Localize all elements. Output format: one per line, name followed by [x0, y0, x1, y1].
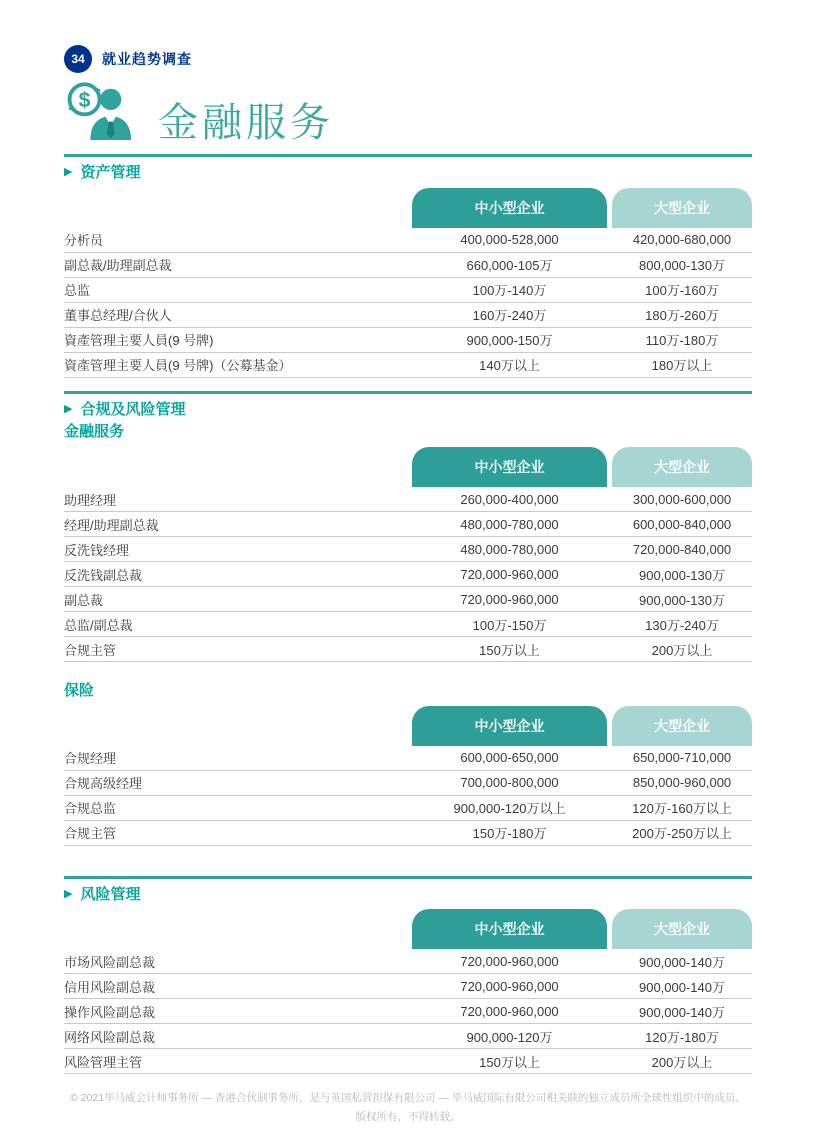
row-large-value: 180万以上 [651, 358, 713, 373]
right-triangle-icon: ▶ [64, 887, 73, 900]
row-sme-value: 150万-180万 [472, 826, 547, 841]
row-sme-value: 160万-240万 [472, 308, 547, 323]
row-sme-value: 720,000-960,000 [460, 953, 559, 969]
table-row [64, 228, 752, 253]
row-sme-value: 150万以上 [479, 642, 540, 658]
row-label: 信用风险副总裁 [64, 979, 156, 995]
table-row [64, 512, 752, 537]
salary-section [64, 163, 752, 378]
row-label: 风险管理主管 [64, 1054, 143, 1070]
row-large-value: 200万-250万以上 [632, 826, 732, 841]
row-large-value: 600,000-840,000 [632, 516, 732, 532]
row-large-value: 900,000-140万 [638, 954, 725, 970]
table-row [64, 562, 752, 587]
table-row [64, 587, 752, 612]
row-sme-value: 720,000-960,000 [460, 1003, 559, 1019]
column-header-sme: 中小型企业 [412, 188, 607, 228]
page-number-badge: 34 [64, 45, 92, 73]
table-row [64, 1024, 752, 1049]
row-sme-value: 720,000-960,000 [460, 978, 559, 994]
row-large-value: 800,000-130万 [638, 258, 725, 273]
table-row [64, 1049, 752, 1074]
table-row [64, 821, 752, 846]
table-row [64, 303, 752, 328]
row-sme-value: 700,000-800,000 [460, 775, 559, 790]
row-label: 总监/副总裁 [64, 617, 133, 633]
row-large-value: 100万-160万 [645, 283, 719, 298]
row-label: 資產管理主要人員(9 号牌) [64, 333, 214, 348]
row-large-value: 900,000-130万 [638, 592, 725, 608]
right-triangle-icon: ▶ [64, 402, 73, 415]
dollar-coin-person-icon [64, 80, 138, 145]
row-label: 合规主管 [64, 826, 117, 841]
table-body [64, 949, 752, 1074]
title-block [64, 85, 752, 145]
table-header-row [64, 188, 752, 228]
table-row [64, 637, 752, 662]
right-triangle-icon: ▶ [64, 166, 73, 179]
row-large-value: 900,000-140万 [638, 1004, 725, 1020]
section-heading [64, 400, 752, 420]
table-row [64, 999, 752, 1024]
table-body [64, 746, 752, 846]
row-sme-value: 400,000-528,000 [460, 232, 559, 247]
row-label: 网络风险副总裁 [64, 1029, 156, 1045]
footer-copyright-line2: 版权所有，不得转载。 [355, 1111, 461, 1124]
row-label: 合规总监 [64, 801, 117, 816]
row-label: 合规经理 [64, 751, 117, 766]
page-title: 金融服务 [158, 101, 334, 145]
row-large-value: 720,000-840,000 [632, 541, 732, 557]
column-header-sme: 中小型企业 [412, 706, 607, 746]
row-label: 副总裁 [64, 592, 104, 608]
row-sme-value: 140万以上 [479, 358, 540, 373]
row-label: 操作风险副总裁 [64, 1004, 156, 1020]
table-row [64, 353, 752, 378]
row-large-value: 900,000-130万 [638, 567, 725, 583]
row-large-value: 110万-180万 [645, 333, 719, 348]
table-row [64, 253, 752, 278]
row-label: 经理/助理副总裁 [64, 517, 159, 533]
column-header-large: 大型企业 [612, 188, 752, 228]
row-sme-value: 600,000-650,000 [460, 750, 559, 765]
table-row [64, 974, 752, 999]
section-title: 资产管理 [80, 164, 141, 181]
row-sme-value: 900,000-120万以上 [453, 801, 566, 816]
row-sme-value: 900,000-120万 [466, 1029, 553, 1045]
section-title: 风险管理 [80, 885, 141, 903]
row-sme-value: 480,000-780,000 [460, 541, 559, 557]
row-label: 分析员 [64, 233, 104, 248]
column-header-sme: 中小型企业 [412, 447, 607, 487]
table-row [64, 796, 752, 821]
table-row [64, 746, 752, 771]
row-large-value: 200万以上 [651, 642, 713, 658]
section-heading [64, 885, 752, 905]
row-label: 合规高级经理 [64, 776, 143, 791]
row-large-value: 850,000-960,000 [632, 775, 732, 790]
table-row [64, 771, 752, 796]
section-heading [64, 163, 752, 183]
footer-copyright-line1: © 2021毕马威会计师事务所 — 香港合伙制事务所，是与英国私营担保有限公司 — 毕马威国际有限公司相关联的独立成员所全球性组织中的成员。 [70, 1092, 746, 1105]
row-sme-value: 100万-150万 [472, 617, 547, 633]
row-sme-value: 660,000-105万 [466, 258, 553, 273]
row-label: 反洗钱副总裁 [64, 567, 143, 583]
table-row [64, 612, 752, 637]
section-subtitle: 金融服务 [64, 423, 125, 440]
row-label: 助理经理 [64, 492, 117, 508]
column-header-large: 大型企业 [612, 706, 752, 746]
row-sme-value: 720,000-960,000 [460, 566, 559, 582]
row-large-value: 180万-260万 [645, 308, 719, 323]
row-sme-value: 100万-140万 [472, 283, 547, 298]
row-label: 董事总经理/合伙人 [64, 308, 172, 323]
section-divider-line [64, 391, 752, 394]
row-large-value: 120万-160万以上 [632, 801, 732, 816]
page-footer [0, 1089, 816, 1127]
row-large-value: 130万-240万 [645, 617, 719, 633]
section-heading [64, 681, 752, 701]
row-label: 反洗钱经理 [64, 542, 130, 558]
row-large-value: 900,000-140万 [638, 979, 725, 995]
row-large-value: 650,000-710,000 [632, 750, 732, 765]
table-body [64, 487, 752, 662]
table-body [64, 228, 752, 378]
column-header-large: 大型企业 [612, 909, 752, 949]
row-large-value: 420,000-680,000 [632, 232, 732, 247]
row-sme-value: 720,000-960,000 [460, 591, 559, 607]
page-header [64, 0, 752, 73]
row-label: 資產管理主要人員(9 号牌)（公募基金） [64, 358, 292, 373]
row-sme-value: 150万以上 [479, 1054, 540, 1070]
column-header-large: 大型企业 [612, 447, 752, 487]
table-row [64, 537, 752, 562]
row-sme-value: 900,000-150万 [466, 333, 553, 348]
row-label: 合规主管 [64, 642, 117, 658]
row-label: 市场风险副总裁 [64, 954, 156, 970]
table-header-row [64, 706, 752, 746]
table-row [64, 328, 752, 353]
row-label: 总监 [64, 283, 91, 298]
table-header-row [64, 447, 752, 487]
salary-section [64, 681, 752, 846]
section-divider-line [64, 876, 752, 879]
row-large-value: 120万-180万 [645, 1029, 719, 1045]
column-header-sme: 中小型企业 [412, 909, 607, 949]
salary-section [64, 391, 752, 663]
salary-section [64, 876, 752, 1075]
row-sme-value: 260,000-400,000 [460, 491, 559, 507]
svg-text:$: $ [78, 88, 91, 113]
table-row [64, 278, 752, 303]
row-large-value: 200万以上 [651, 1054, 713, 1070]
row-sme-value: 480,000-780,000 [460, 516, 559, 532]
table-header-row [64, 909, 752, 949]
table-row [64, 949, 752, 974]
report-section-label: 就业趋势调查 [102, 51, 192, 67]
row-large-value: 300,000-600,000 [632, 491, 732, 507]
row-label: 副总裁/助理副总裁 [64, 258, 172, 273]
title-underline [64, 154, 752, 157]
section-title: 保险 [64, 682, 95, 699]
sections [64, 163, 752, 1074]
table-row [64, 487, 752, 512]
section-title: 合规及风险管理 [80, 400, 186, 418]
